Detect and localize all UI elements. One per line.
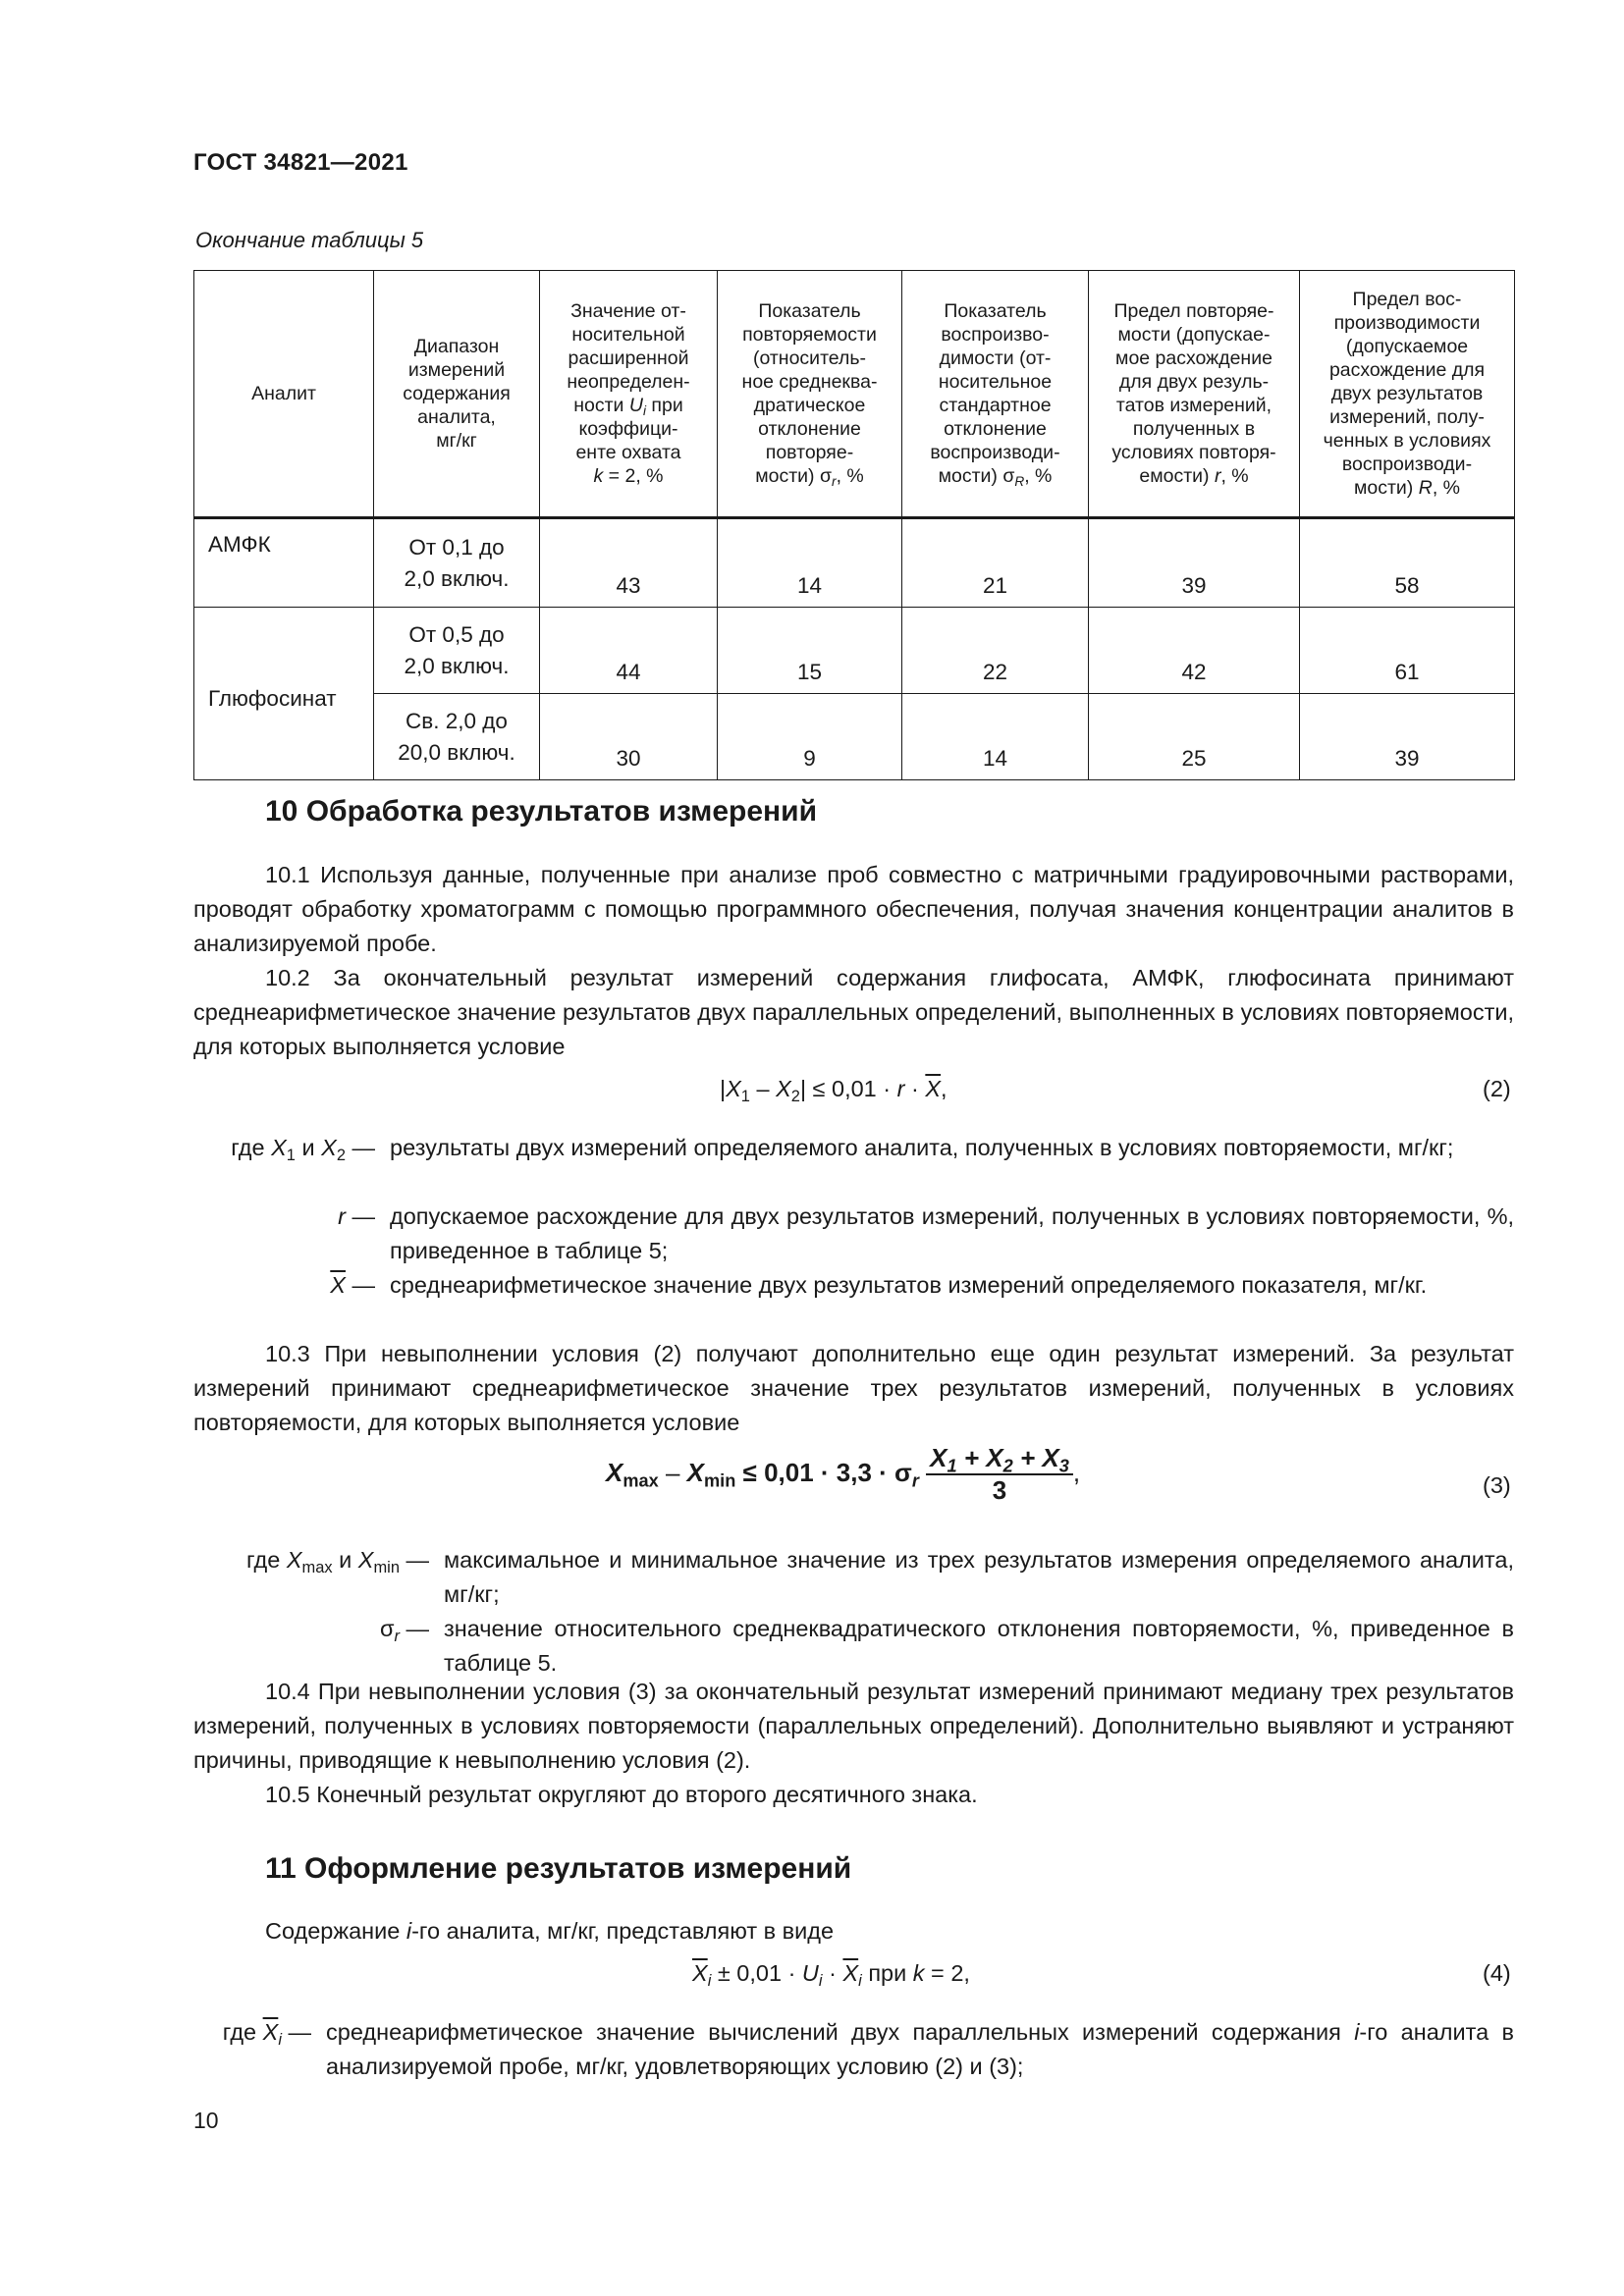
where-label: где $X_1$ и $X_2$ —: [231, 1135, 375, 1164]
where-label: r —: [338, 1203, 375, 1229]
cell-value: 9: [718, 694, 902, 780]
cell-value: 39: [1300, 694, 1515, 780]
header-repeatability: Показатель повторяемости (относитель- ное среднеква- дратическое отклонение повторяе- мости) $\sigma_r$, %: [718, 271, 902, 518]
header-uncertainty: Значение от- носительной расширенной неопределен- ности $U_i$ при коэффици- енте охвата k = 2, %: [540, 271, 718, 518]
where-text: значение относительного среднеквадратического отклонения повторяемости, %, приведенное в таблице 5.: [444, 1616, 1514, 1676]
where-text: среднеарифметическое значение вычислений двух параллельных измерений содержания i-го аналита в анализируемой пробе, мг/кг, удовлетворяющих условию (2) и (3);: [326, 2019, 1514, 2079]
cell-analyte: АМФК: [194, 518, 374, 608]
section-11-title: 11 Оформление результатов измерений: [265, 1852, 852, 1885]
cell-range: Св. 2,0 до 20,0 включ.: [374, 694, 540, 780]
table-row: [194, 694, 1515, 780]
where-text: результаты двух измерений определяемого аналита, полученных в условиях повторяемости, мг/кг;: [390, 1135, 1454, 1160]
where-label: $\overline{X}$ —: [330, 1272, 375, 1298]
equation-2-number: (2): [1483, 1076, 1511, 1101]
cell-value: 42: [1089, 608, 1300, 694]
cell-range: От 0,1 до 2,0 включ.: [374, 518, 540, 608]
equation-4-number: (4): [1483, 1960, 1511, 1986]
cell-value: 30: [540, 694, 718, 780]
document-header: ГОСТ 34821—2021: [193, 149, 408, 176]
where-label: $\sigma_r$ —: [379, 1616, 429, 1645]
header-reproducibility: Показатель воспроизво- димости (от- носительное стандартное отклонение воспроизводи- мости) $\sigma_R$, %: [902, 271, 1089, 518]
equation-4: $\overline{X}_i \pm 0,01 \cdot U_i \cdot \overline{X}_i$ при k = 2,: [692, 1960, 970, 1990]
cell-value: 58: [1300, 518, 1515, 608]
table-row: [194, 608, 1515, 694]
header-reproducibility-limit: Предел вос- производимости (допускаемое расхождение для двух результатов измерений, полу- ченных в условиях воспроизводи- мости) R, %: [1300, 271, 1515, 518]
table-5: [193, 270, 1515, 780]
cell-value: 61: [1300, 608, 1515, 694]
cell-value: 44: [540, 608, 718, 694]
cell-analyte: Глюфосинат: [194, 608, 374, 780]
table-row: [194, 518, 1515, 608]
where-text: максимальное и минимальное значение из трех результатов измерения определяемого аналита, мг/кг;: [444, 1547, 1514, 1607]
equation-3-number: (3): [1483, 1472, 1511, 1498]
cell-value: 14: [718, 518, 902, 608]
where-text: допускаемое расхождение для двух результатов измерений, полученных в условиях повторяемости, %, приведенное в таблице 5;: [390, 1203, 1514, 1263]
paragraph-10-4: 10.4 При невыполнении условия (3) за окончательный результат измерений принимают медиану трех результатов измерений, полученных в условиях повторяемости (параллельных определений). Дополнительно выявляют и устраняют причины, приводящие к невыполнению условия (2).: [193, 1679, 1514, 1773]
cell-value: 43: [540, 518, 718, 608]
cell-value: 22: [902, 608, 1089, 694]
section-10-title: 10 Обработка результатов измерений: [265, 795, 818, 828]
table-caption: Окончание таблицы 5: [195, 228, 424, 252]
where-label: где $X_{max}$ и $X_{min}$ —: [246, 1547, 429, 1576]
cell-value: 14: [902, 694, 1089, 780]
cell-value: 25: [1089, 694, 1300, 780]
paragraph-11-intro: Содержание i-го аналита, мг/кг, представляют в виде: [265, 1918, 835, 1944]
cell-value: 15: [718, 608, 902, 694]
cell-value: 39: [1089, 518, 1300, 608]
paragraph-10-5: 10.5 Конечный результат округляют до второго десятичного знака.: [265, 1782, 978, 1807]
page-number: 10: [193, 2108, 219, 2133]
equation-2: $|X_1 - X_2| \le 0,01 \cdot r \cdot \overline{X}$,: [720, 1076, 947, 1105]
header-analyte: Аналит: [194, 271, 374, 518]
equation-3-fraction: $\frac{X_1 + X_2 + X_3}{3}$: [926, 1443, 1073, 1506]
equation-3: $X_{max} - X_{min} \le 0,01 \cdot 3,3 \cdot \sigma_r$ $\frac{X_1 + X_2 + X_3}{3}$ ,: [606, 1443, 1081, 1505]
header-range: Диапазон измерений содержания аналита, мг/кг: [374, 271, 540, 518]
where-label: где $\overline{X}_i$ —: [222, 2019, 311, 2049]
table-header-row: [194, 271, 1515, 518]
cell-value: 21: [902, 518, 1089, 608]
cell-range: От 0,5 до 2,0 включ.: [374, 608, 540, 694]
header-repeatability-limit: Предел повторяе- мости (допускае- мое расхождение для двух резуль- татов измерений, полученных в условиях повторя- емости) r, %: [1089, 271, 1300, 518]
paragraph-10-1: 10.1 Используя данные, полученные при анализе проб совместно с матричными градуировочными растворами, проводят обработку хроматограмм с помощью программного обеспечения, получая значения концентрации аналитов в анализируемой пробе.: [193, 862, 1514, 956]
paragraph-10-2: 10.2 За окончательный результат измерений содержания глифосата, АМФК, глюфосината принимают среднеарифметическое значение результатов двух параллельных определений, выполненных в условиях повторяемости, для которых выполняется условие: [193, 965, 1514, 1059]
where-text: среднеарифметическое значение двух результатов измерений определяемого показателя, мг/кг.: [390, 1272, 1428, 1298]
paragraph-10-3: 10.3 При невыполнении условия (2) получают дополнительно еще один результат измерений. За результат измерений принимают среднеарифметическое значение трех результатов измерений, полученных в условиях повторяемости, для которых выполняется условие: [193, 1341, 1514, 1435]
